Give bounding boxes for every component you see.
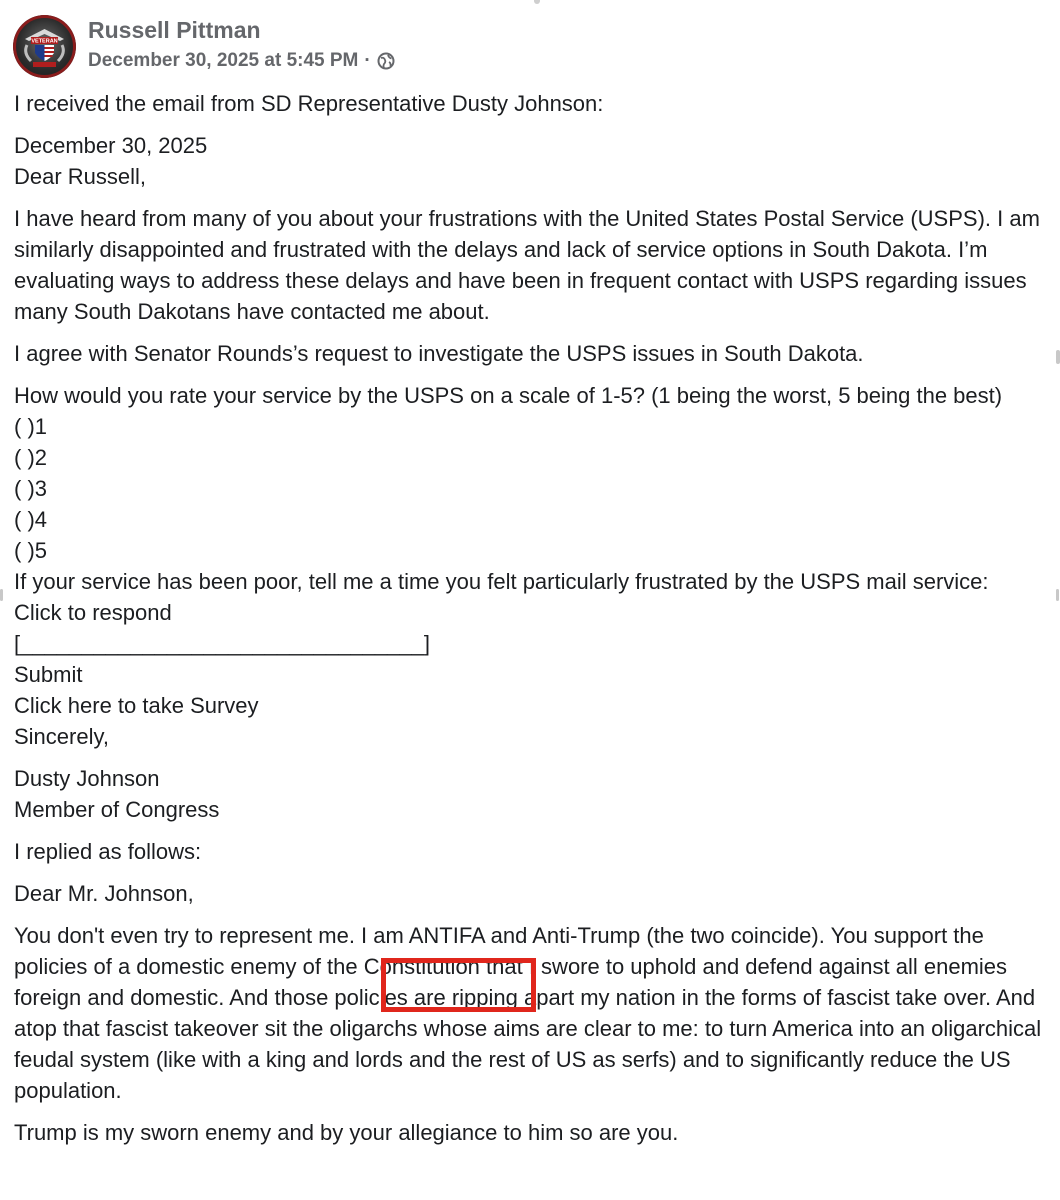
email-paragraph-2: I agree with Senator Rounds’s request to investigate the USPS issues in South Dakota. — [14, 341, 864, 366]
reply-paragraph-1: You don't even try to represent me. I am ANTIFA and Anti-Trump (the two coincide). You support the policies of a domestic enemy of the Constitution that I swore to uphold and defend against all enemies foreign and domestic. And those policies are ripping apart my nation in the forms of fascist take over. And atop that fascist takeover sit the oligarchs whose aims are clear to me: to turn America into an oligarchical feudal system (like with a king and lords and the rest of US as serfs) and to significantly reduce the US population. — [14, 923, 1042, 1103]
survey-block: How would you rate your service by the USPS on a scale of 1-5? (1 being the worst, 5 being the best) ( )1 ( )2 ( )3 ( )4 ( )5 If your service has been poor, tell me a time you felt particularly frustrated by the USPS mail service: Click to respond [_________________________________] Submit Click here to take Survey Sincerely, — [14, 383, 1003, 749]
meta-separator: · — [364, 50, 371, 71]
intro-text: I received the email from SD Representative Dusty Johnson: — [14, 91, 604, 116]
reply-intro: I replied as follows: — [14, 839, 202, 864]
veteran-badge-icon — [13, 15, 76, 78]
email-date-greeting: December 30, 2025 Dear Russell, — [14, 133, 208, 189]
scroll-indicator-top — [534, 0, 540, 4]
reply-greeting: Dear Mr. Johnson, — [14, 881, 194, 906]
globe-icon[interactable] — [377, 52, 395, 70]
avatar[interactable] — [13, 15, 76, 78]
post-body — [14, 88, 1058, 1148]
author-name[interactable]: Russell Pittman — [88, 17, 261, 43]
post-timestamp[interactable]: December 30, 2025 at 5:45 PM — [88, 50, 359, 71]
resize-handle-left[interactable] — [0, 589, 3, 601]
scrollbar-thumb[interactable] — [1056, 350, 1060, 364]
email-paragraph-1: I have heard from many of you about your frustrations with the United States Postal Service (USPS). I am similarly disappointed and frustrated with the delays and lack of service options in South Dakota. I’m evaluating ways to address these delays and have been in frequent contact with USPS regarding issues many South Dakotans have contacted me about. — [14, 206, 1040, 324]
email-signature: Dusty Johnson Member of Congress — [14, 766, 220, 822]
avatar-caption: VETERAN — [31, 38, 58, 45]
reply-paragraph-2: Trump is my sworn enemy and by your allegiance to him so are you. — [14, 1120, 679, 1145]
post-meta — [88, 50, 395, 72]
resize-handle-right[interactable] — [1056, 589, 1059, 601]
